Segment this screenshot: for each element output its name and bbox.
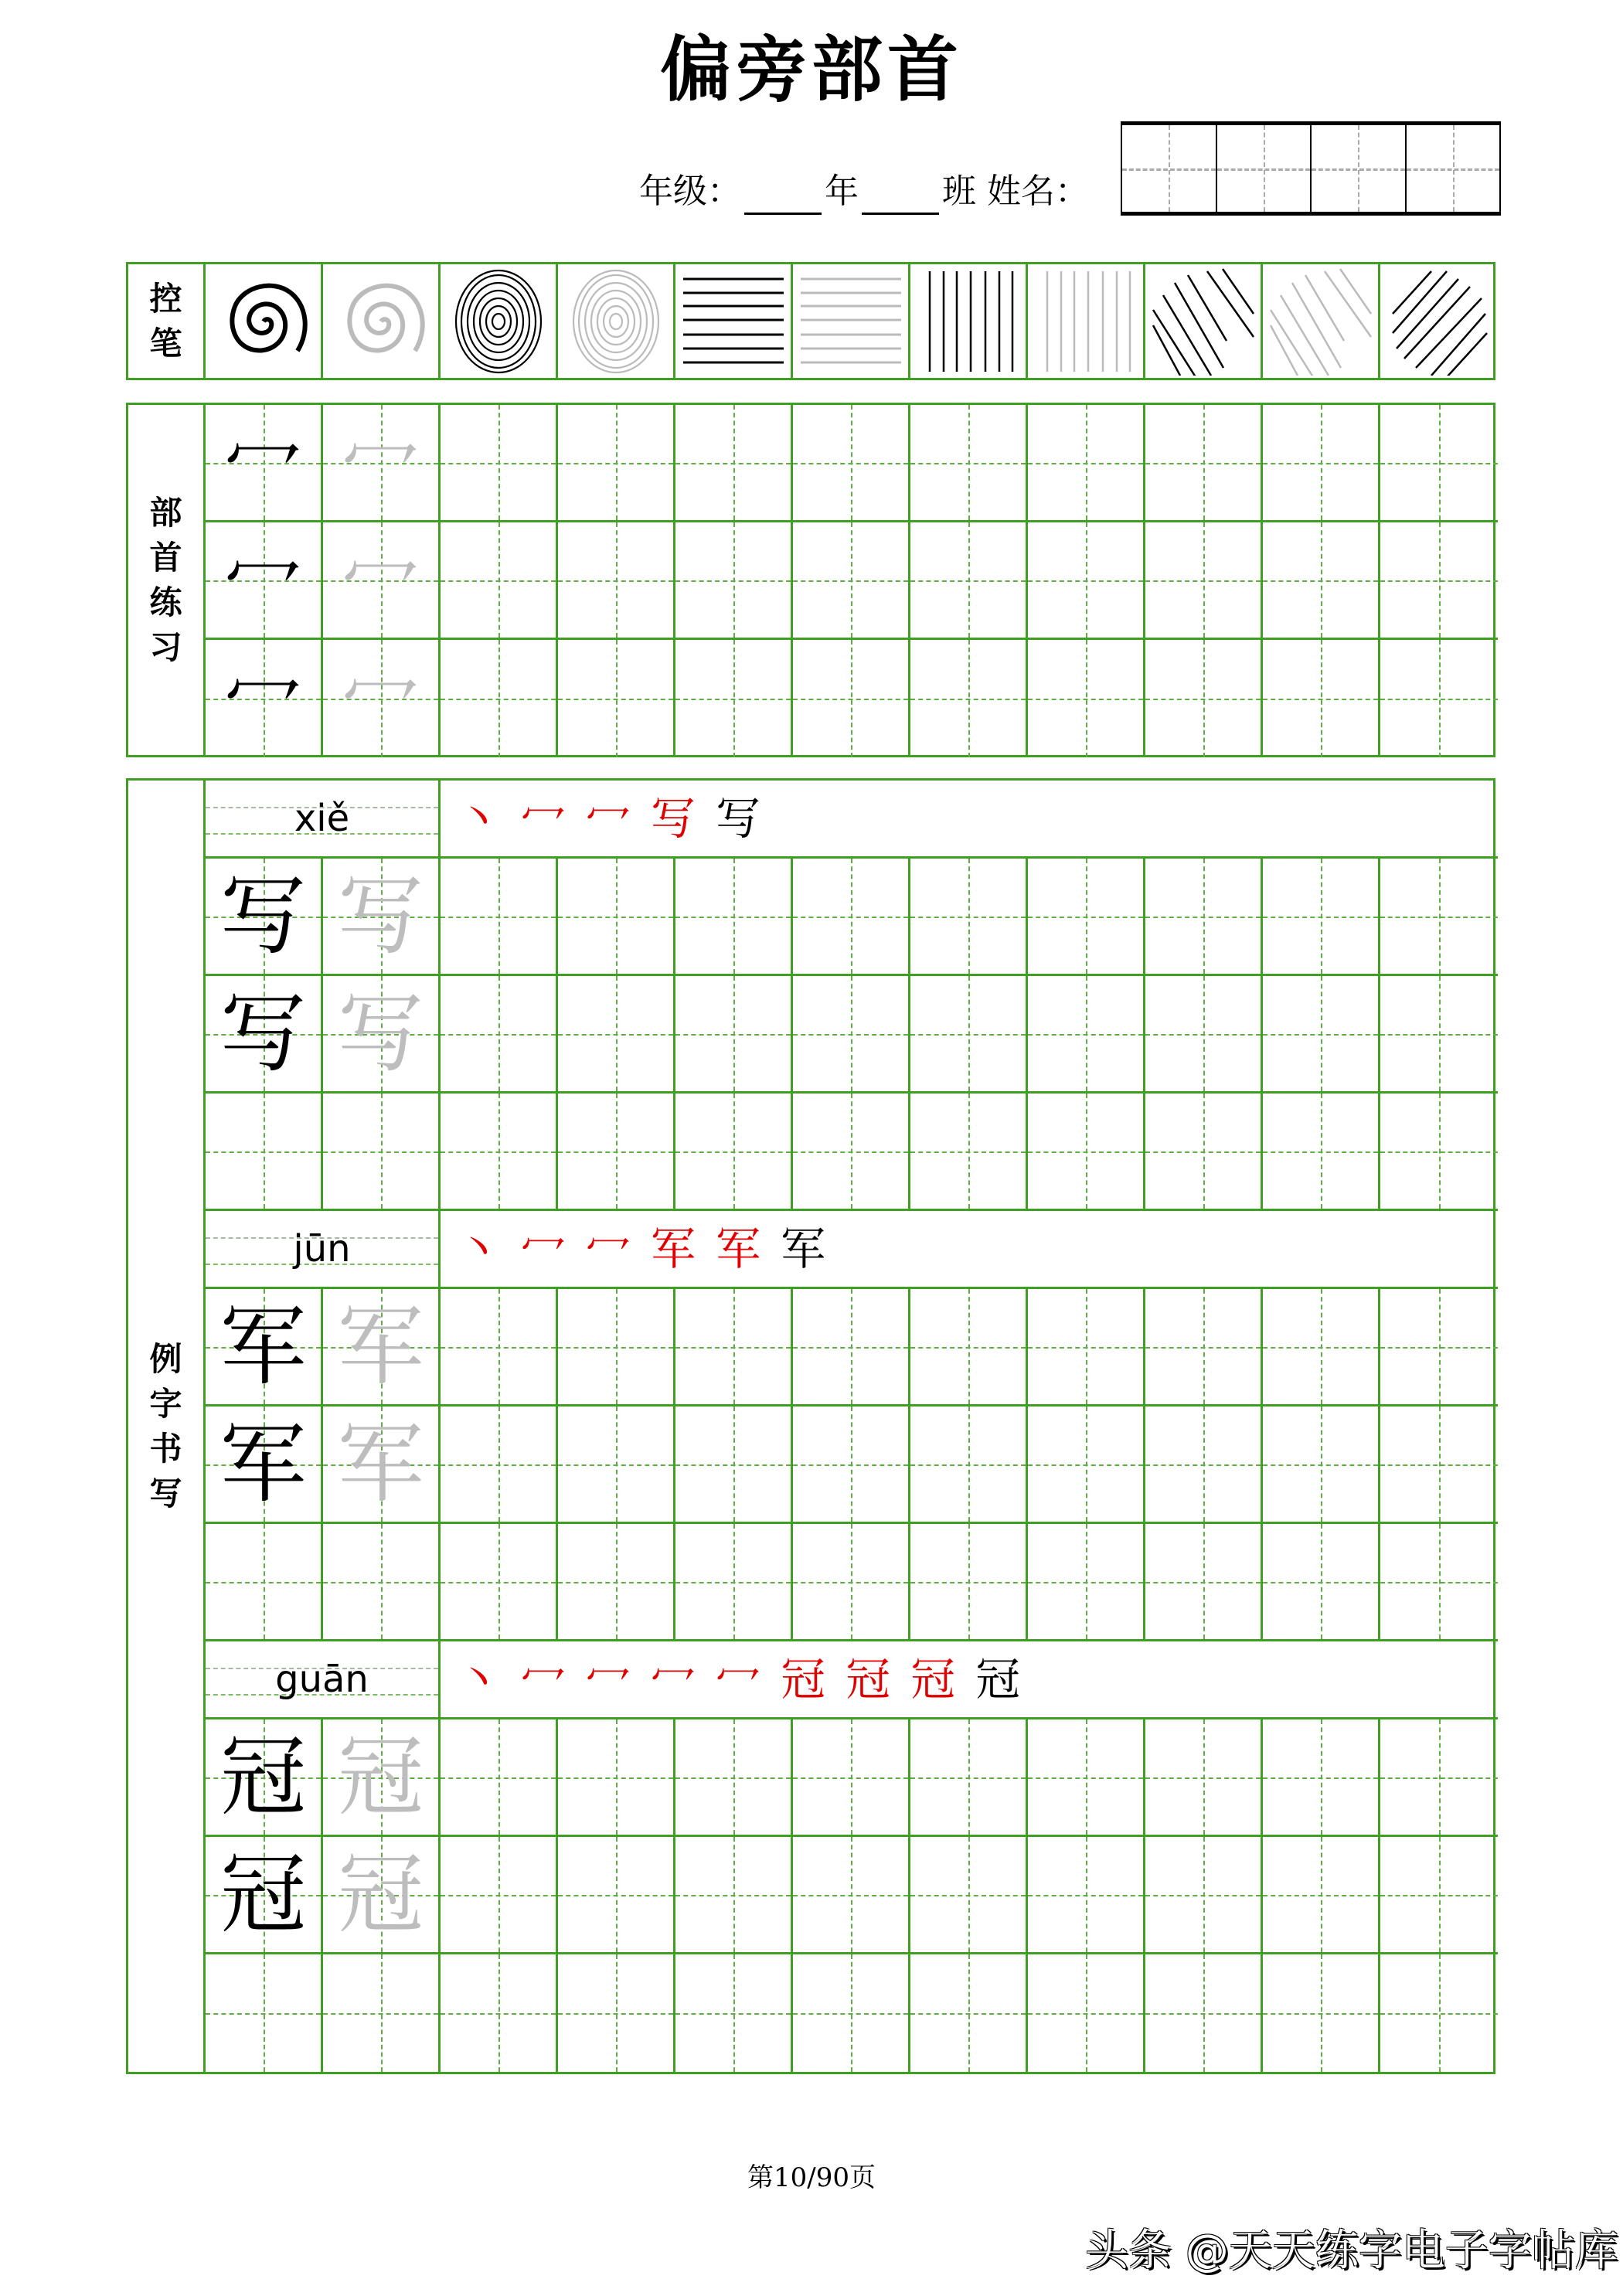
writing-cell[interactable] (1380, 1407, 1498, 1524)
writing-cell[interactable] (441, 976, 558, 1094)
name-writing-box[interactable] (1121, 121, 1501, 216)
writing-cell[interactable] (441, 859, 558, 976)
writing-cell[interactable] (1380, 1954, 1498, 2072)
writing-cell[interactable] (323, 1094, 441, 1211)
student-info-line (639, 168, 1089, 215)
writing-cell[interactable] (1380, 859, 1498, 976)
name-cell[interactable] (1407, 125, 1500, 212)
trace-character: 冖 (342, 534, 420, 625)
writing-cell[interactable] (675, 1524, 793, 1641)
writing-cell[interactable] (441, 640, 558, 757)
control-pen-patterns (206, 264, 1493, 378)
writing-cell[interactable] (1028, 640, 1145, 757)
writing-cell[interactable] (1028, 859, 1145, 976)
model-character: 军 (219, 1296, 307, 1397)
writing-cell[interactable] (793, 1954, 910, 2072)
writing-cell[interactable] (1145, 1094, 1263, 1211)
writing-cell[interactable] (1263, 522, 1380, 640)
writing-cell[interactable] (323, 976, 441, 1094)
horizontal-lines-icon (675, 264, 793, 378)
writing-cell[interactable] (910, 522, 1028, 640)
horizontal-lines-icon (793, 264, 910, 378)
writing-cell[interactable] (441, 522, 558, 640)
writing-cell[interactable] (910, 1289, 1028, 1407)
writing-cell[interactable] (1028, 1719, 1145, 1837)
writing-cell[interactable] (793, 976, 910, 1094)
writing-cell[interactable] (206, 976, 323, 1094)
writing-cell[interactable] (441, 1837, 558, 1954)
radical-practice-section (126, 403, 1495, 757)
writing-cell[interactable] (910, 405, 1028, 522)
writing-cell[interactable] (558, 859, 675, 976)
spiral-fine-icon (558, 264, 675, 378)
writing-cell[interactable] (323, 1954, 441, 2072)
trace-character: 冖 (342, 417, 420, 508)
stroke-step: 军 (716, 1223, 761, 1275)
label-char: 字 (149, 1384, 182, 1423)
class-blank[interactable] (862, 182, 939, 215)
writing-cell[interactable] (323, 1837, 441, 1954)
stroke-step: 军 (781, 1223, 826, 1275)
model-character: 写 (219, 866, 307, 967)
writing-cell[interactable] (793, 522, 910, 640)
writing-cell[interactable] (675, 1837, 793, 1954)
writing-cell[interactable] (323, 1289, 441, 1407)
writing-cell[interactable] (1263, 1837, 1380, 1954)
writing-cell[interactable] (1263, 1407, 1380, 1524)
writing-cell[interactable] (675, 522, 793, 640)
writing-cell[interactable] (558, 1094, 675, 1211)
pinyin-box (206, 781, 441, 859)
stroke-order (441, 1211, 1498, 1289)
name-label: 姓名： (987, 172, 1089, 211)
label-char: 练 (149, 583, 182, 621)
stroke-step: 冖 (651, 1653, 696, 1706)
stroke-step: 冖 (586, 792, 631, 845)
writing-cell[interactable] (441, 1407, 558, 1524)
trace-character: 写 (337, 866, 424, 967)
writing-cell[interactable] (558, 1954, 675, 2072)
writing-cell[interactable] (675, 1407, 793, 1524)
model-character: 军 (219, 1413, 307, 1515)
pinyin-box (206, 1641, 441, 1719)
writing-cell[interactable] (206, 405, 323, 522)
writing-cell[interactable] (323, 859, 441, 976)
diagonal-down-lines-icon (1263, 264, 1380, 378)
writing-cell[interactable] (910, 1837, 1028, 1954)
writing-cell[interactable] (206, 859, 323, 976)
writing-cell[interactable] (441, 1954, 558, 2072)
writing-cell[interactable] (1145, 640, 1263, 757)
writing-cell[interactable] (558, 1837, 675, 1954)
writing-cell[interactable] (675, 405, 793, 522)
model-character: 写 (219, 983, 307, 1084)
stroke-step: 冠 (975, 1653, 1021, 1706)
writing-cell[interactable] (1263, 640, 1380, 757)
writing-cell[interactable] (675, 1954, 793, 2072)
writing-cell[interactable] (1380, 1289, 1498, 1407)
writing-cell[interactable] (675, 1289, 793, 1407)
writing-cell[interactable] (441, 1524, 558, 1641)
writing-cell[interactable] (1028, 522, 1145, 640)
writing-cell[interactable] (206, 1954, 323, 2072)
trace-character: 军 (337, 1296, 424, 1397)
diagonal-up-lines-icon (1380, 264, 1498, 378)
writing-cell[interactable] (910, 859, 1028, 976)
writing-cell[interactable] (910, 640, 1028, 757)
writing-cell[interactable] (675, 976, 793, 1094)
trace-character: 冠 (337, 1844, 424, 1945)
writing-cell[interactable] (1028, 1289, 1145, 1407)
label-char: 习 (149, 628, 182, 666)
writing-cell[interactable] (793, 1837, 910, 1954)
stroke-step: 冖 (521, 1223, 567, 1275)
writing-cell[interactable] (1028, 1094, 1145, 1211)
writing-cell[interactable] (323, 522, 441, 640)
grade-year-blank[interactable] (744, 182, 822, 215)
trace-character: 写 (337, 983, 424, 1084)
stroke-step: 写 (651, 792, 696, 845)
writing-cell[interactable] (793, 1289, 910, 1407)
writing-cell[interactable] (793, 1524, 910, 1641)
diagonal-down-lines-icon (1145, 264, 1263, 378)
writing-cell[interactable] (323, 1719, 441, 1837)
writing-cell[interactable] (441, 405, 558, 522)
writing-cell[interactable] (675, 1094, 793, 1211)
stroke-step: 冖 (586, 1223, 631, 1275)
writing-cell[interactable] (1145, 859, 1263, 976)
label-char: 例 (149, 1339, 182, 1378)
writing-cell[interactable] (910, 1094, 1028, 1211)
writing-cell[interactable] (1145, 1837, 1263, 1954)
writing-cell[interactable] (793, 1407, 910, 1524)
model-character: 冖 (224, 534, 302, 625)
writing-cell[interactable] (1145, 1289, 1263, 1407)
writing-cell[interactable] (323, 640, 441, 757)
pinyin-box (206, 1211, 441, 1289)
writing-cell[interactable] (1028, 1837, 1145, 1954)
writing-cell[interactable] (910, 1524, 1028, 1641)
writing-cell[interactable] (910, 1407, 1028, 1524)
writing-cell[interactable] (1028, 405, 1145, 522)
writing-cell[interactable] (675, 859, 793, 976)
name-cell[interactable] (1217, 125, 1312, 212)
writing-cell[interactable] (1380, 1837, 1498, 1954)
writing-cell[interactable] (558, 640, 675, 757)
name-cell[interactable] (1122, 125, 1217, 212)
writing-cell[interactable] (1028, 976, 1145, 1094)
stroke-step: 军 (651, 1223, 696, 1275)
writing-cell[interactable] (441, 1719, 558, 1837)
writing-cell[interactable] (1380, 640, 1498, 757)
writing-cell[interactable] (1145, 1719, 1263, 1837)
writing-cell[interactable] (558, 976, 675, 1094)
model-character: 冠 (219, 1844, 307, 1945)
vertical-lines-icon (910, 264, 1028, 378)
writing-cell[interactable] (558, 1719, 675, 1837)
writing-cell[interactable] (206, 640, 323, 757)
writing-cell[interactable] (206, 522, 323, 640)
page-title: 偏旁部首 (659, 28, 963, 111)
writing-cell[interactable] (910, 1719, 1028, 1837)
writing-cell[interactable] (1380, 976, 1498, 1094)
writing-cell[interactable] (206, 1094, 323, 1211)
writing-cell[interactable] (793, 859, 910, 976)
writing-cell[interactable] (1380, 405, 1498, 522)
writing-cell[interactable] (1263, 1954, 1380, 2072)
model-character: 冖 (224, 653, 302, 743)
stroke-step: 冖 (586, 1653, 631, 1706)
stroke-order (441, 781, 1498, 859)
example-grid (206, 781, 1498, 2074)
writing-cell[interactable] (910, 976, 1028, 1094)
writing-cell[interactable] (1380, 1094, 1498, 1211)
pinyin-text: xiě (294, 797, 350, 840)
stroke-step: 丶 (456, 1223, 502, 1275)
vertical-lines-icon (1028, 264, 1145, 378)
writing-cell[interactable] (1145, 522, 1263, 640)
writing-cell[interactable] (1145, 976, 1263, 1094)
control-pen-label (128, 264, 206, 378)
stroke-step: 丶 (456, 1653, 502, 1706)
writing-cell[interactable] (910, 1954, 1028, 2072)
stroke-order (441, 1641, 1498, 1719)
writing-cell[interactable] (558, 405, 675, 522)
writing-cell[interactable] (1145, 1524, 1263, 1641)
writing-cell[interactable] (1028, 1954, 1145, 2072)
writing-cell[interactable] (1380, 522, 1498, 640)
writing-cell[interactable] (558, 1289, 675, 1407)
pinyin-text: jūn (293, 1227, 351, 1270)
label-char: 部 (149, 493, 182, 532)
stroke-step: 丶 (456, 792, 502, 845)
writing-cell[interactable] (441, 1094, 558, 1211)
grade-label: 年级： (639, 172, 741, 211)
writing-cell[interactable] (1145, 1407, 1263, 1524)
writing-cell[interactable] (675, 640, 793, 757)
writing-cell[interactable] (558, 522, 675, 640)
control-pen-section (126, 262, 1495, 380)
writing-cell[interactable] (675, 1719, 793, 1837)
writing-cell[interactable] (793, 405, 910, 522)
writing-cell[interactable] (1263, 1719, 1380, 1837)
writing-cell[interactable] (206, 1407, 323, 1524)
page-number: 第10/90页 (747, 2162, 876, 2193)
spiral-fine-icon (441, 264, 558, 378)
writing-cell[interactable] (206, 1837, 323, 1954)
label-char: 控 (149, 279, 182, 318)
writing-cell[interactable] (1145, 1954, 1263, 2072)
label-char: 笔 (149, 324, 182, 362)
stroke-step: 冖 (521, 1653, 567, 1706)
writing-cell[interactable] (558, 1407, 675, 1524)
stroke-step: 冠 (781, 1653, 826, 1706)
trace-character: 冠 (337, 1726, 424, 1828)
writing-cell[interactable] (1263, 859, 1380, 976)
writing-cell[interactable] (1028, 1407, 1145, 1524)
example-writing-label (128, 781, 206, 2072)
writing-cell[interactable] (441, 1289, 558, 1407)
writing-cell[interactable] (793, 640, 910, 757)
class-suffix: 班 (942, 172, 976, 211)
label-char: 写 (149, 1474, 182, 1512)
writing-cell[interactable] (323, 405, 441, 522)
pinyin-text: guān (275, 1658, 369, 1701)
writing-cell[interactable] (793, 1719, 910, 1837)
label-char: 书 (149, 1429, 182, 1468)
radical-practice-label (128, 405, 206, 755)
stroke-step: 冖 (716, 1653, 761, 1706)
spiral-thick-icon (206, 264, 323, 378)
writing-cell[interactable] (793, 1094, 910, 1211)
writing-cell[interactable] (1263, 1289, 1380, 1407)
writing-cell[interactable] (323, 1524, 441, 1641)
writing-cell[interactable] (1380, 1719, 1498, 1837)
writing-cell[interactable] (1263, 1524, 1380, 1641)
model-character: 冖 (224, 417, 302, 508)
writing-cell[interactable] (206, 1289, 323, 1407)
writing-cell[interactable] (1145, 405, 1263, 522)
name-cell[interactable] (1312, 125, 1407, 212)
stroke-step: 冠 (846, 1653, 891, 1706)
writing-cell[interactable] (1380, 1524, 1498, 1641)
writing-cell[interactable] (1263, 405, 1380, 522)
writing-cell[interactable] (1028, 1524, 1145, 1641)
year-suffix: 年 (825, 172, 859, 211)
writing-cell[interactable] (1263, 1094, 1380, 1211)
writing-cell[interactable] (206, 1719, 323, 1837)
writing-cell[interactable] (323, 1407, 441, 1524)
label-char: 首 (149, 538, 182, 577)
stroke-step: 写 (716, 792, 761, 845)
stroke-step: 冖 (521, 792, 567, 845)
writing-cell[interactable] (558, 1524, 675, 1641)
trace-character: 冖 (342, 653, 420, 743)
spiral-thick-icon (323, 264, 441, 378)
example-writing-section (126, 778, 1495, 2074)
trace-character: 军 (337, 1413, 424, 1515)
watermark: 头条 @天天练字电子字帖库 (1085, 2226, 1618, 2276)
stroke-step: 冠 (910, 1653, 956, 1706)
model-character: 冠 (219, 1726, 307, 1828)
writing-cell[interactable] (1263, 976, 1380, 1094)
writing-cell[interactable] (206, 1524, 323, 1641)
radical-grid (206, 405, 1498, 757)
